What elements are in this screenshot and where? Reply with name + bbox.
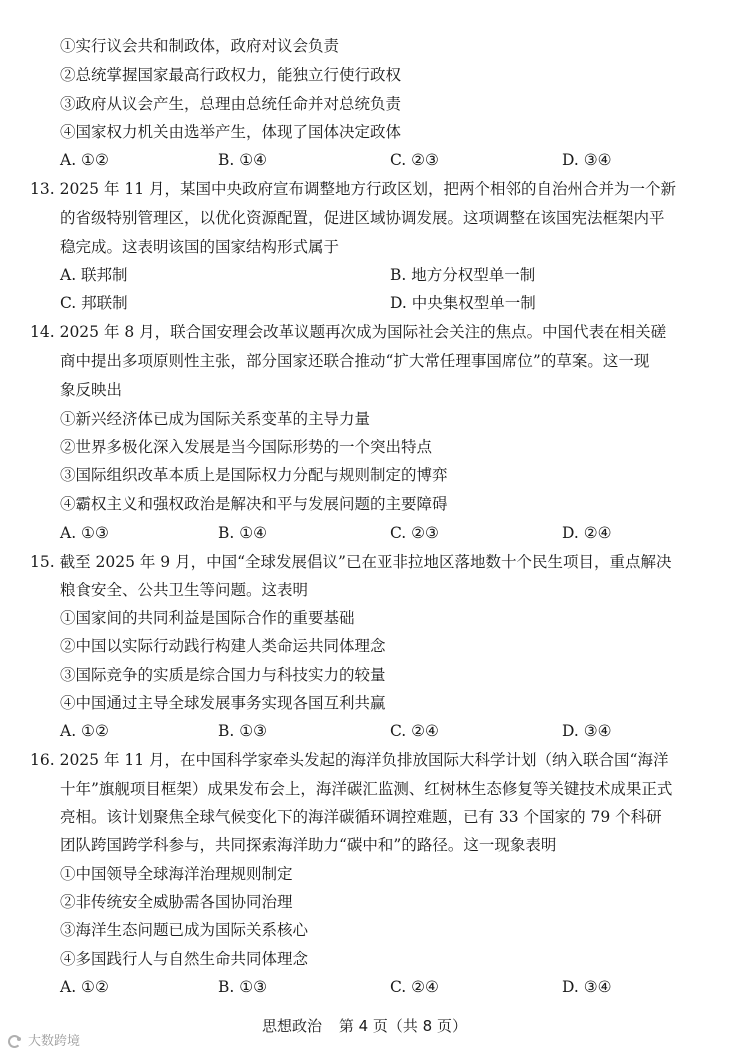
q13-stem-line-2: 的省级特别管理区，以优化资源配置，促进区域协调发展。这项调整在该国宪法框架内平	[60, 209, 665, 227]
q15-stem-line-1: 15. 截至 2025 年 9 月，中国“全球发展倡议”已在亚非拉地区落地数十个民生项目，重点解决	[30, 553, 672, 571]
q16-stem-line-3: 亮相。该计划聚焦全球气候变化下的海洋碳循环调控难题，已有 33 个国家的 79 个科研	[60, 808, 662, 826]
q14-choices	[60, 523, 660, 543]
watermark	[8, 1030, 80, 1049]
q13-stem-line-1: 13. 2025 年 11 月，某国中央政府宣布调整地方行政区划，把两个相邻的自治州合并为一个新	[30, 180, 677, 198]
q14-choice-c: C. ②③	[390, 524, 439, 542]
q16-option-4: ④多国践行人与自然生命共同体理念	[60, 950, 309, 968]
q15-option-2: ②中国以实际行动践行构建人类命运共同体理念	[60, 637, 386, 655]
q13-choice-c: C. 邦联制	[60, 294, 128, 312]
q16-choice-d: D. ③④	[562, 978, 612, 996]
q16-option-1: ①中国领导全球海洋治理规则制定	[60, 865, 293, 883]
q13-choice-d: D. 中央集权型单一制	[390, 294, 536, 312]
footer-page-number: 第 4 页（共 8 页）	[338, 1017, 467, 1035]
q12-choice-a: A. ①②	[60, 151, 109, 169]
q12-option-3: ③政府从议会产生，总理由总统任命并对总统负责	[60, 95, 402, 113]
footer-subject: 思想政治	[262, 1017, 323, 1035]
q16-stem-line-1: 16. 2025 年 11 月，在中国科学家牵头发起的海洋负排放国际大科学计划（纳入联合国“海洋	[30, 751, 669, 769]
q13-choices-row-1	[60, 265, 660, 285]
q12-choices	[60, 150, 660, 170]
q12-option-1: ①实行议会共和制政体，政府对议会负责	[60, 37, 340, 55]
q15-stem-line-2: 粮食安全、公共卫生等问题。这表明	[60, 581, 309, 599]
q16-option-2: ②非传统安全威胁需各国协同治理	[60, 893, 293, 911]
q14-stem-line-3: 象反映出	[60, 381, 123, 399]
q12-choice-b: B. ①④	[218, 151, 268, 169]
q13-choice-a: A. 联邦制	[60, 266, 128, 284]
q12-option-2: ②总统掌握国家最高行政权力，能独立行使行政权	[60, 66, 402, 84]
q16-option-3: ③海洋生态问题已成为国际关系核心	[60, 921, 309, 939]
q14-choice-d: D. ②④	[562, 524, 612, 542]
q13-stem-line-3: 稳完成。这表明该国的国家结构形式属于	[60, 238, 340, 256]
q16-choice-c: C. ②④	[390, 978, 439, 996]
q14-choice-b: B. ①④	[218, 524, 268, 542]
q13-choice-b: B. 地方分权型单一制	[390, 266, 536, 284]
q14-option-3: ③国际组织改革本质上是国际权力分配与规则制定的博弈	[60, 466, 448, 484]
q12-choice-c: C. ②③	[390, 151, 439, 169]
q15-choice-d: D. ③④	[562, 722, 612, 740]
watermark-logo-icon	[8, 1034, 24, 1046]
watermark-text: 大数跨境	[28, 1034, 81, 1049]
q15-choice-c: C. ②④	[390, 722, 439, 740]
q14-stem-line-2: 商中提出多项原则性主张，部分国家还联合推动“扩大常任理事国席位”的草案。这一现	[60, 352, 650, 370]
q16-choice-a: A. ①②	[60, 978, 109, 996]
q12-choice-d: D. ③④	[562, 151, 612, 169]
q15-choice-a: A. ①②	[60, 722, 109, 740]
q15-option-1: ①国家间的共同利益是国际合作的重要基础	[60, 609, 355, 627]
page-footer	[0, 1016, 729, 1036]
q16-choice-b: B. ①③	[218, 978, 268, 996]
q16-choices	[60, 977, 660, 997]
q13-choices-row-2	[60, 293, 660, 313]
q16-stem-line-2: 十年”旗舰项目框架）成果发布会上，海洋碳汇监测、红树林生态修复等关键技术成果正式	[60, 780, 673, 798]
q15-choices	[60, 721, 660, 741]
q14-option-2: ②世界多极化深入发展是当今国际形势的一个突出特点	[60, 438, 433, 456]
q14-option-4: ④霸权主义和强权政治是解决和平与发展问题的主要障碍	[60, 495, 448, 513]
q14-stem-line-1: 14. 2025 年 8 月，联合国安理会改革议题再次成为国际社会关注的焦点。中国代表在相关磋	[30, 323, 667, 341]
q15-option-3: ③国际竞争的实质是综合国力与科技实力的较量	[60, 666, 386, 684]
q14-option-1: ①新兴经济体已成为国际关系变革的主导力量	[60, 410, 371, 428]
q16-stem-line-4: 团队跨国跨学科参与，共同探索海洋助力“碳中和”的路径。这一现象表明	[60, 836, 557, 854]
q12-option-4: ④国家权力机关由选举产生，体现了国体决定政体	[60, 123, 402, 141]
q15-option-4: ④中国通过主导全球发展事务实现各国互利共赢	[60, 694, 386, 712]
q14-choice-a: A. ①③	[60, 524, 109, 542]
q15-choice-b: B. ①③	[218, 722, 268, 740]
